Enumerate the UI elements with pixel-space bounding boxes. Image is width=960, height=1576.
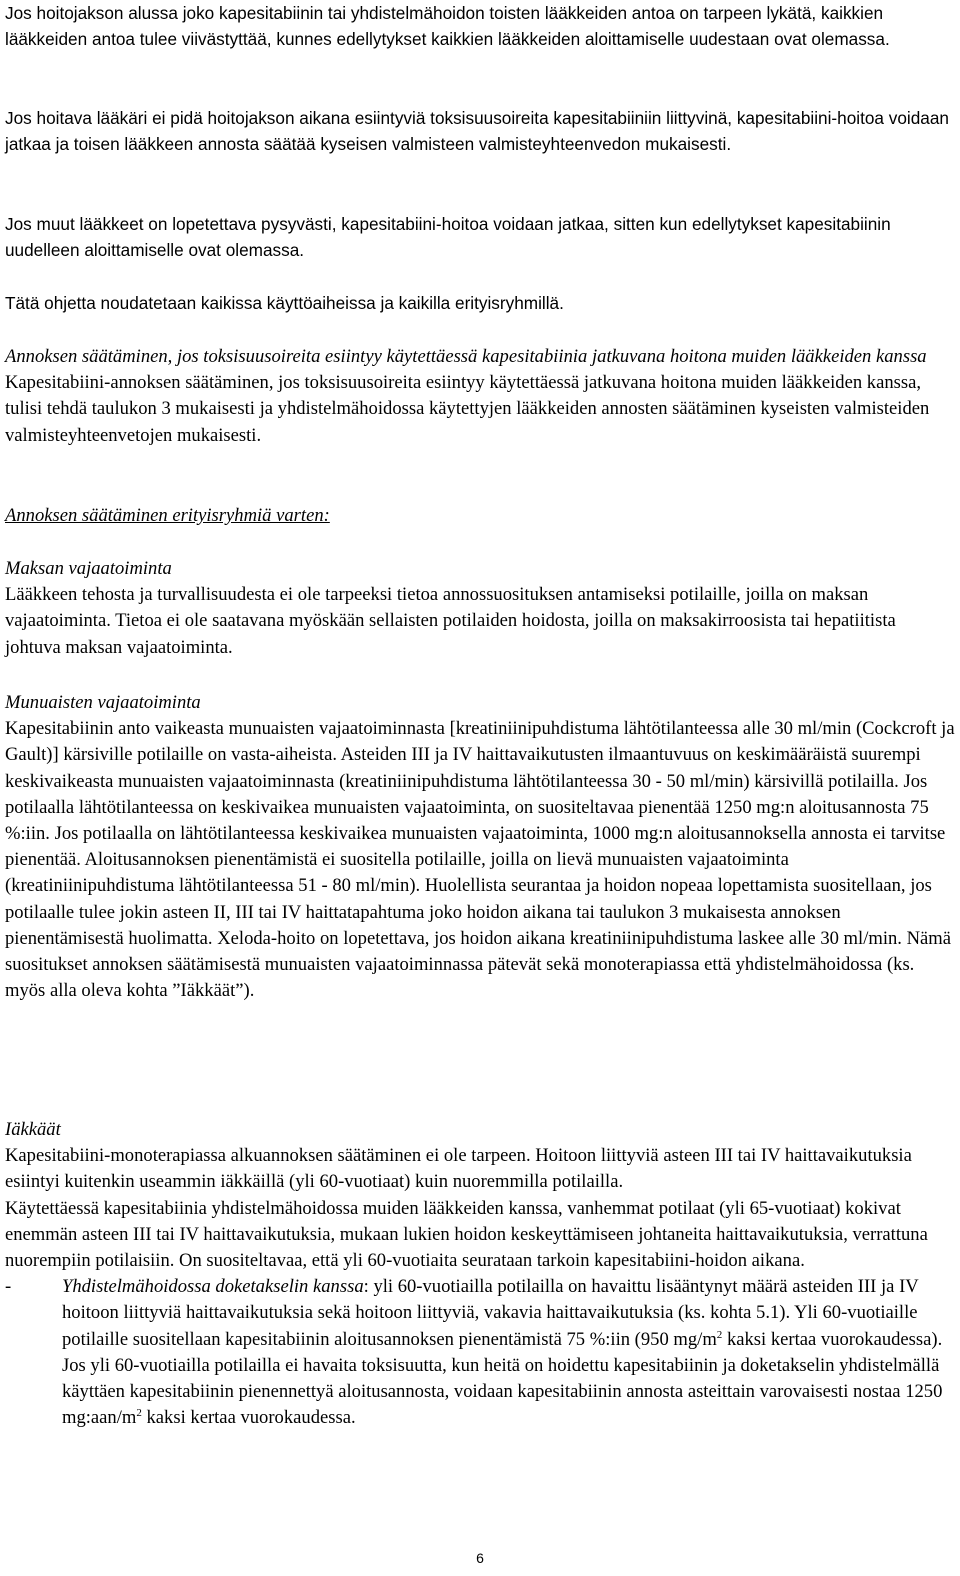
special-groups-heading: Annoksen säätäminen erityisryhmiä varten: — [5, 505, 330, 526]
elderly-body-combination: Käytettäessä kapesitabiinia yhdistelmähoidossa muiden lääkkeiden kanssa, vanhemmat potilaat (yli 65-vuotiaat) kokivat enemmän asteen III tai IV haittavaikutuksia, mukaan lukien hoidon keskeyttämiseen johtaneita haittavaikutuksia, verrattuna nuorempiin potilaisiin. On suositeltavaa, että yli 60-vuotiaita seurataan tarkoin kapesitabiini-hoidon aikana. — [5, 1197, 928, 1272]
paragraph-permanent-stop: Jos muut lääkkeet on lopetettava pysyvästi, kapesitabiini-hoitoa voidaan jatkaa, sitten kun edellytykset kapesitabiinin uudelleen aloittamiselle ovat olemassa. — [5, 214, 891, 261]
page-number: 6 — [476, 1550, 484, 1566]
bullet-sup-b: 2 — [136, 1407, 142, 1420]
docetaxel-bullet — [5, 1274, 955, 1431]
renal-heading: Munuaisten vajaatoiminta — [5, 692, 201, 713]
combo-dose-heading: Annoksen säätäminen, jos toksisuusoireita esiintyy käytettäessä kapesitabiinia jatkuvana hoitona muiden lääkkeiden kanssa — [5, 346, 927, 367]
bullet-label: Yhdistelmähoidossa doketakselin kanssa — [62, 1276, 364, 1298]
bullet-text-b: kaksi kertaa vuorokaudessa). Jos yli 60-vuotiailla potilailla ei havaita toksisuutta, kun heitä on hoidettu kapesitabiinin ja doketakselin yhdistelmällä käyttäen kapesitabiinin pienennettyä aloitusannosta, voidaan kapesitabiinin annosta asteittain varovaisesti nostaa 1250 mg:aan/m — [62, 1328, 943, 1429]
elderly-body-monotherapy: Kapesitabiini-monoterapiassa alkuannoksen säätäminen ei ole tarpeen. Hoitoon liittyviä asteen III tai IV haittavaikutuksia esiintyi kuitenkin useammin iäkkäillä (yli 60-vuotiaat) kuin nuoremmilla potilailla. — [5, 1145, 912, 1193]
hepatic-body: Lääkkeen tehosta ja turvallisuudesta ei ole tarpeeksi tietoa annossuosituksen antamiseksi potilaille, joilla on maksan vajaatoiminta. Tietoa ei ole saatavana myöskään sellaisten potilaiden hoidosta, joilla on maksakirroosista tai hepatiitista johtuva maksan vajaatoiminta. — [5, 584, 896, 658]
elderly-section — [5, 1117, 955, 1431]
renal-section — [5, 690, 955, 1004]
paragraph-delay-start: Jos hoitojakson alussa joko kapesitabiinin tai yhdistelmähoidon toisten lääkkeiden antoa on tarpeen lykätä, kaikkien lääkkeiden antoa tulee viivästyttää, kunnes edellytykset kaikkien lääkkeiden aloittamiselle uudestaan ovat olemassa. — [5, 3, 890, 50]
paragraph-applicability: Tätä ohjetta noudatetaan kaikissa käyttöaiheissa ja kaikilla erityisryhmillä. — [5, 293, 564, 313]
bullet-text-a: : yli 60-vuotiailla potilailla on havaittu lisääntynyt määrä asteiden III ja IV hoitoon liittyviä haittavaikutuksia sekä hoitoon liittyviä, vakavia haittavaikutuksia (ks. kohta 5.1). Yli 60-vuotiaille potilaille suositellaan kapesitabiinin aloitusannoksen pienentämistä 75 %:iin (950 mg/m — [62, 1276, 919, 1350]
bullet-dash: - — [5, 1276, 12, 1298]
bullet-sup-a: 2 — [716, 1328, 723, 1341]
combo-dose-section — [5, 344, 955, 449]
hepatic-section — [5, 556, 955, 661]
renal-body: Kapesitabiinin anto vaikeasta munuaisten vajaatoiminnasta [kreatiniinipuhdistuma lähtötilanteessa alle 30 ml/min (Cockcroft ja Gault)] kärsiville potilaille on vasta-aiheista. Asteiden III ja IV haittavaikutusten ilmaantuvuus on keskimääräistä suurempi keskivaikeasta munuaisten vajaatoiminnasta (kreatiniinipuhdistuma lähtötilanteessa 30 - 50 ml/min) kärsivillä potilailla. Jos potilaalla lähtötilanteessa on keskivaikea munuaisten vajaatoiminta, on suositeltavaa pienentää 1250 mg:n aloitusannosta 75 %:iin. Jos potilaalla on lähtötilanteessa keskivaikea munuaisten vajaatoiminta, 1000 mg:n aloitusannoksella annosta ei tarvitse pienentää. Aloitusannoksen pienentämistä ei suositella potilaille, joilla on lievä munuaisten vajaatoiminta (kreatiniinipuhdistuma lähtötilanteessa 51 - 80 ml/min). Huolellista seurantaa ja hoidon nopeaa lopettamista suositellaan, jos potilaalle tulee jokin asteen II, III tai IV haittatapahtuma joko hoidon aikana tai taulukon 3 mukaisesta annoksen pienentämisestä huolimatta. Xeloda-hoito on lopetettava, jos hoidon aikana kreatiniinipuhdistuma laskee alle 30 ml/min. Nämä suositukset annoksen säätämisestä munuaisten vajaatoiminnassa pätevät sekä monoterapiassa että yhdistelmähoidossa (ks. myös alla oleva kohta ”Iäkkäät”). — [5, 718, 955, 1002]
bullet-text-c: kaksi kertaa vuorokaudessa. — [141, 1407, 356, 1429]
hepatic-heading: Maksan vajaatoiminta — [5, 558, 172, 579]
paragraph-continue-therapy: Jos hoitava lääkäri ei pidä hoitojakson aikana esiintyviä toksisuusoireita kapesitabiiniin liittyvinä, kapesitabiini-hoitoa voidaan jatkaa ja toisen lääkkeen annosta säätää kyseisen valmisteen valmisteyhteenvedon mukaisesti. — [5, 108, 949, 155]
elderly-heading: Iäkkäät — [5, 1119, 61, 1140]
combo-dose-body: Kapesitabiini-annoksen säätäminen, jos toksisuusoireita esiintyy käytettäessä jatkuvana hoitona muiden lääkkeiden kanssa, tulisi tehdä taulukon 3 mukaisesti ja yhdistelmähoidossa käytettyjen lääkkeiden annosten säätäminen kyseisten valmisteiden valmisteyhteenvetojen mukaisesti. — [5, 372, 930, 446]
